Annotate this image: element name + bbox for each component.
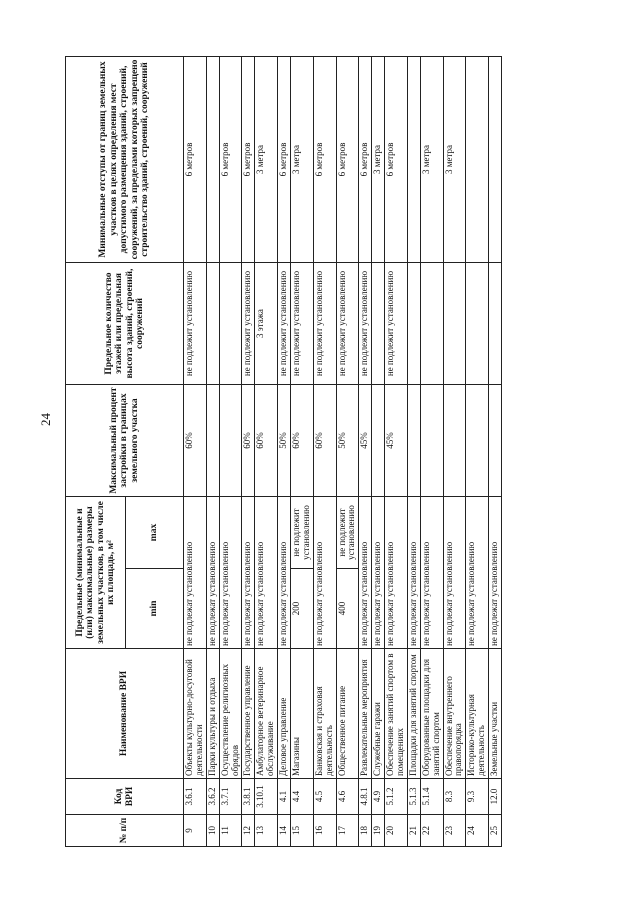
- cell-num: 13: [255, 815, 278, 847]
- rotated-table-container: [65, 57, 610, 847]
- cell-code: 8.3: [443, 779, 466, 815]
- cell-num: 9: [184, 815, 207, 847]
- cell-min-max: не подлежат установлению: [278, 497, 291, 649]
- header-min: min: [126, 569, 184, 649]
- cell-percent: 60%: [184, 385, 207, 497]
- cell-name: Обеспечение занятий спортом в помещениях: [385, 649, 408, 779]
- cell-setback: 3 метра: [372, 57, 385, 263]
- cell-name: Общественное питание: [336, 649, 359, 779]
- cell-setback: 6 метров: [219, 57, 242, 263]
- table-row: [420, 57, 443, 847]
- cell-min-max: не подлежат установлению: [443, 497, 466, 649]
- cell-setback: 3 метра: [443, 57, 466, 263]
- cell-name: Магазины: [291, 649, 314, 779]
- cell-min-max: не подлежат установлению: [385, 497, 408, 649]
- cell-min-max: не подлежат установлению: [466, 497, 489, 649]
- cell-max: не подлежит установлению: [336, 497, 359, 569]
- cell-floors: [443, 263, 466, 385]
- cell-floors: не подлежит установлению: [184, 263, 207, 385]
- table-row: [278, 57, 291, 847]
- cell-name: Развлекательные мероприятия: [359, 649, 372, 779]
- cell-code: 4.1: [278, 779, 291, 815]
- cell-num: 17: [336, 815, 359, 847]
- cell-floors: [219, 263, 242, 385]
- cell-percent: [443, 385, 466, 497]
- cell-name: Объекты культурно-досуговой деятельности: [184, 649, 207, 779]
- header-percent: Максимальный процент застройки в границах земельного участка: [66, 385, 184, 497]
- cell-min-max: не подлежат установлению: [407, 497, 420, 649]
- cell-code: 3.7.1: [219, 779, 242, 815]
- cell-min: 200: [291, 569, 314, 649]
- cell-code: 12.0: [489, 779, 502, 815]
- cell-floors: [420, 263, 443, 385]
- cell-code: 9.3: [466, 779, 489, 815]
- cell-name: Площадки для занятий спортом: [407, 649, 420, 779]
- cell-name: Деловое управление: [278, 649, 291, 779]
- table-row: [219, 57, 242, 847]
- cell-min-max: не подлежат установлению: [255, 497, 278, 649]
- cell-name: Оборудованные площадки для занятий спортом: [420, 649, 443, 779]
- table-row: [184, 57, 207, 847]
- cell-setback: 3 метра: [420, 57, 443, 263]
- cell-name: Историко-культурная деятельность: [466, 649, 489, 779]
- cell-setback: [489, 57, 502, 263]
- cell-num: 24: [466, 815, 489, 847]
- cell-code: 5.1.3: [407, 779, 420, 815]
- cell-floors: не подлежит установлению: [336, 263, 359, 385]
- cell-floors: не подлежит установлению: [278, 263, 291, 385]
- cell-percent: 60%: [313, 385, 336, 497]
- cell-min-max: не подлежат установлению: [219, 497, 242, 649]
- cell-floors: 3 этажа: [255, 263, 278, 385]
- header-sizes: Предельные (минимальные и (или) максимальные) размеры земельных участков, в том числе их площадь, м²: [66, 497, 126, 649]
- cell-name: Парки культуры и отдыха: [206, 649, 219, 779]
- cell-setback: 6 метров: [313, 57, 336, 263]
- cell-floors: [489, 263, 502, 385]
- cell-name: Амбулаторное ветеринарное обслуживание: [255, 649, 278, 779]
- cell-code: 4.6: [336, 779, 359, 815]
- cell-setback: [466, 57, 489, 263]
- table-row: [407, 57, 420, 847]
- table-row: [242, 57, 255, 847]
- cell-floors: не подлежит установлению: [313, 263, 336, 385]
- cell-max: не подлежит установлению: [291, 497, 314, 569]
- table-row: [336, 57, 359, 847]
- cell-setback: 3 метра: [255, 57, 278, 263]
- cell-num: 22: [420, 815, 443, 847]
- cell-num: 21: [407, 815, 420, 847]
- table-row: [443, 57, 466, 847]
- cell-num: 19: [372, 815, 385, 847]
- cell-min-max: не подлежат установлению: [184, 497, 207, 649]
- table-body: [184, 57, 502, 847]
- cell-percent: 45%: [385, 385, 408, 497]
- cell-name: Обеспечение внутреннего правопорядка: [443, 649, 466, 779]
- cell-setback: [407, 57, 420, 263]
- cell-floors: [407, 263, 420, 385]
- table-row: [255, 57, 278, 847]
- cell-percent: [420, 385, 443, 497]
- cell-num: 11: [219, 815, 242, 847]
- cell-floors: [372, 263, 385, 385]
- table-row: [313, 57, 336, 847]
- cell-name: Служебные гаражи: [372, 649, 385, 779]
- cell-floors: [466, 263, 489, 385]
- cell-floors: [206, 263, 219, 385]
- regulations-table: [65, 56, 502, 847]
- cell-percent: [372, 385, 385, 497]
- cell-percent: 60%: [242, 385, 255, 497]
- cell-num: 10: [206, 815, 219, 847]
- header-name: Наименование ВРИ: [66, 649, 184, 779]
- table-row: [372, 57, 385, 847]
- cell-setback: 6 метров: [336, 57, 359, 263]
- cell-min-max: не подлежат установлению: [359, 497, 372, 649]
- header-num: № п/п: [66, 815, 184, 847]
- cell-percent: [489, 385, 502, 497]
- cell-num: 14: [278, 815, 291, 847]
- cell-setback: 6 метров: [385, 57, 408, 263]
- table-row: [359, 57, 372, 847]
- cell-setback: 6 метров: [359, 57, 372, 263]
- cell-percent: 45%: [359, 385, 372, 497]
- table-row: [206, 57, 219, 847]
- cell-setback: 6 метров: [242, 57, 255, 263]
- cell-min-max: не подлежат установлению: [313, 497, 336, 649]
- cell-code: 3.8.1: [242, 779, 255, 815]
- cell-name: Банковская и страховая деятельность: [313, 649, 336, 779]
- cell-floors: не подлежит установлению: [291, 263, 314, 385]
- header-max: max: [126, 497, 184, 569]
- cell-percent: 60%: [255, 385, 278, 497]
- cell-num: 15: [291, 815, 314, 847]
- cell-name: Осуществление религиозных обрядов: [219, 649, 242, 779]
- page-number: 24: [38, 413, 53, 426]
- table-row: [291, 57, 314, 847]
- cell-percent: 60%: [291, 385, 314, 497]
- cell-num: 12: [242, 815, 255, 847]
- cell-num: 20: [385, 815, 408, 847]
- header-setbacks: Минимальные отступы от границ земельных участков в целях определения мест допустимого размещения зданий, строений, сооружений, за пределами которых запрещено строительство зданий, строений, сооружений: [66, 57, 184, 263]
- cell-percent: 50%: [278, 385, 291, 497]
- cell-floors: не подлежит установлению: [359, 263, 372, 385]
- cell-num: 23: [443, 815, 466, 847]
- cell-code: 5.1.2: [385, 779, 408, 815]
- cell-percent: 50%: [336, 385, 359, 497]
- table-row: [385, 57, 408, 847]
- cell-min-max: не подлежат установлению: [372, 497, 385, 649]
- cell-percent: [219, 385, 242, 497]
- cell-percent: [206, 385, 219, 497]
- cell-num: 18: [359, 815, 372, 847]
- cell-code: 4.9: [372, 779, 385, 815]
- table-row: [466, 57, 489, 847]
- table-header-row: [66, 57, 126, 847]
- cell-setback: [206, 57, 219, 263]
- cell-setback: 3 метра: [291, 57, 314, 263]
- table-row: [489, 57, 502, 847]
- cell-min-max: не подлежат установлению: [489, 497, 502, 649]
- cell-min-max: не подлежат установлению: [242, 497, 255, 649]
- cell-min: 400: [336, 569, 359, 649]
- cell-code: 5.1.4: [420, 779, 443, 815]
- cell-percent: [407, 385, 420, 497]
- cell-setback: 6 метров: [184, 57, 207, 263]
- cell-name: Государственное управление: [242, 649, 255, 779]
- cell-code: 4.4: [291, 779, 314, 815]
- cell-code: 4.5: [313, 779, 336, 815]
- cell-code: 3.10.1: [255, 779, 278, 815]
- cell-floors: не подлежит установлению: [385, 263, 408, 385]
- cell-code: 3.6.1: [184, 779, 207, 815]
- header-floors: Предельное количество этажей или предельная высота зданий, строений, сооружений: [66, 263, 184, 385]
- cell-code: 3.6.2: [206, 779, 219, 815]
- cell-percent: [466, 385, 489, 497]
- cell-floors: не подлежит установлению: [242, 263, 255, 385]
- cell-num: 16: [313, 815, 336, 847]
- cell-code: 4.8.1: [359, 779, 372, 815]
- cell-name: Земельные участки: [489, 649, 502, 779]
- cell-setback: 6 метров: [278, 57, 291, 263]
- cell-min-max: не подлежат установлению: [420, 497, 443, 649]
- header-code: Код ВРИ: [66, 779, 184, 815]
- cell-num: 25: [489, 815, 502, 847]
- cell-min-max: не подлежат установлению: [206, 497, 219, 649]
